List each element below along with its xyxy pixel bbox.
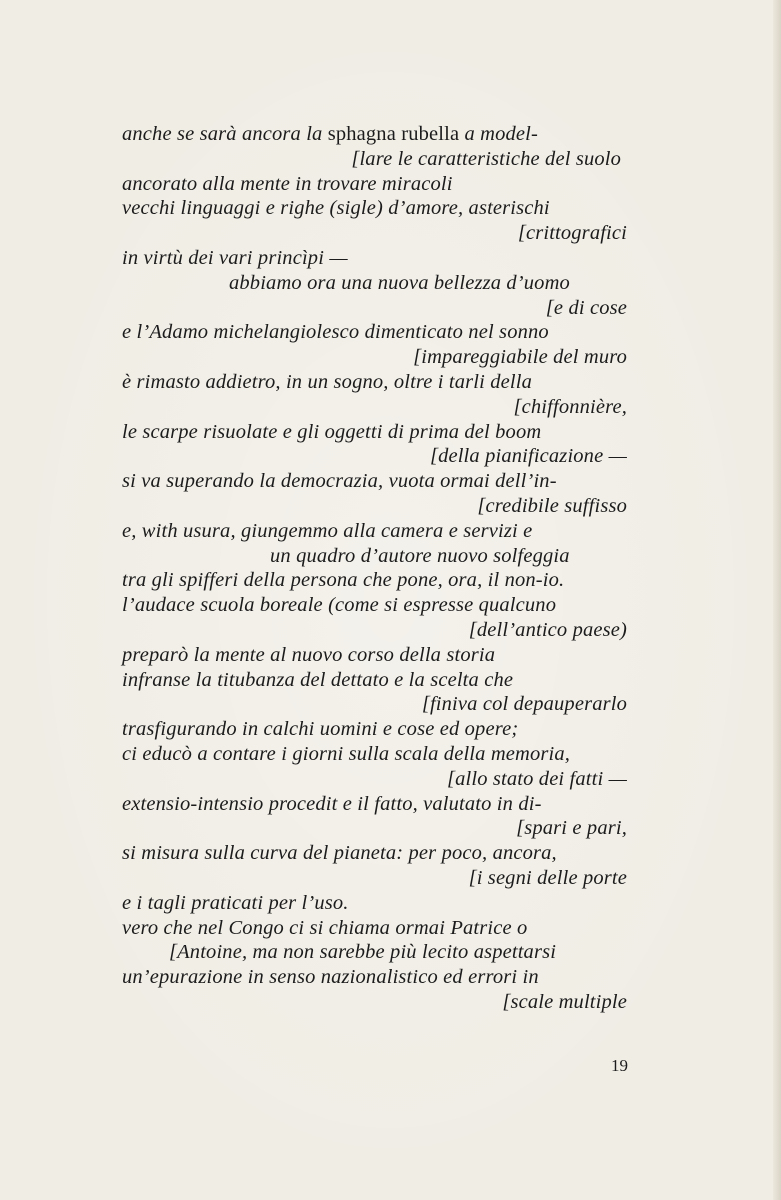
- poem-line: e, with usura, giungemmo alla camera e servizi e: [122, 519, 533, 542]
- poem-line: infranse la titubanza del dettato e la scelta che: [122, 668, 514, 691]
- poem-line: [i segni delle porte: [468, 866, 627, 889]
- page-number: 19: [611, 1056, 628, 1075]
- poem-line: [finiva col depauperarlo: [421, 693, 627, 716]
- poem-line: [dell’antico paese): [468, 618, 627, 641]
- upright-term: sphagna rubella: [327, 123, 460, 145]
- poem-line: [chiffonnière,: [513, 395, 627, 418]
- poem-line: vecchi linguaggi e righe (sigle) d’amore, asterischi: [122, 197, 550, 220]
- poem-line: abbiamo ora una nuova bellezza d’uomo: [229, 271, 570, 294]
- poem-line: e l’Adamo michelangiolesco dimenticato nel sonno: [122, 321, 549, 344]
- poem-line: [credibile suffisso: [477, 494, 627, 517]
- poem-line: trasfigurando in calchi uomini e cose ed opere;: [122, 718, 519, 741]
- poem-line: si va superando la democrazia, vuota ormai dell’in-: [122, 470, 557, 493]
- poem-line: [della pianificazione —: [429, 445, 627, 468]
- poem-line: vero che nel Congo ci si chiama ormai Patrice o: [122, 916, 528, 939]
- poem-line: un’epurazione in senso nazionalistico ed errori in: [122, 966, 539, 989]
- poem-line: ancorato alla mente in trovare miracoli: [122, 172, 453, 195]
- page-edge: [773, 0, 781, 1200]
- poem-line: un quadro d’autore nuovo solfeggia: [270, 544, 570, 567]
- poem-line: [crittografici: [517, 222, 627, 245]
- poem-line: [impareggiabile del muro: [413, 346, 627, 369]
- poem-line: [Antoine, ma non sarebbe più lecito aspettarsi: [169, 941, 557, 964]
- poem-line: è rimasto addietro, in un sogno, oltre i tarli della: [122, 370, 533, 393]
- poem-line: in virtù dei vari princìpi —: [122, 246, 348, 269]
- poem-line: tra gli spifferi della persona che pone, ora, il non-io.: [122, 569, 565, 592]
- poem-line: e i tagli praticati per l’uso.: [122, 891, 349, 914]
- poem-line: si misura sulla curva del pianeta: per poco, ancora,: [122, 842, 557, 865]
- poem-line: le scarpe risuolate e gli oggetti di prima del boom: [122, 420, 542, 443]
- poem-line: [lare le caratteristiche del suolo: [351, 147, 621, 170]
- poem-line: anche se sarà ancora la sphagna rubella a model-: [122, 123, 538, 145]
- poem-line: l’audace scuola boreale (come si espresse qualcuno: [122, 594, 557, 617]
- poem-line: [e di cose: [545, 296, 627, 319]
- poem-line: extensio-intensio procedit e il fatto, valutato in di-: [122, 792, 542, 815]
- poem-text: [122, 122, 627, 1015]
- poem-line: [allo stato dei fatti —: [447, 767, 627, 790]
- poem-line: [spari e pari,: [516, 817, 627, 840]
- poem-line: ci educò a contare i giorni sulla scala della memoria,: [122, 742, 571, 765]
- poem-line: [scale multiple: [502, 990, 627, 1013]
- poem-line: preparò la mente al nuovo corso della storia: [122, 643, 496, 666]
